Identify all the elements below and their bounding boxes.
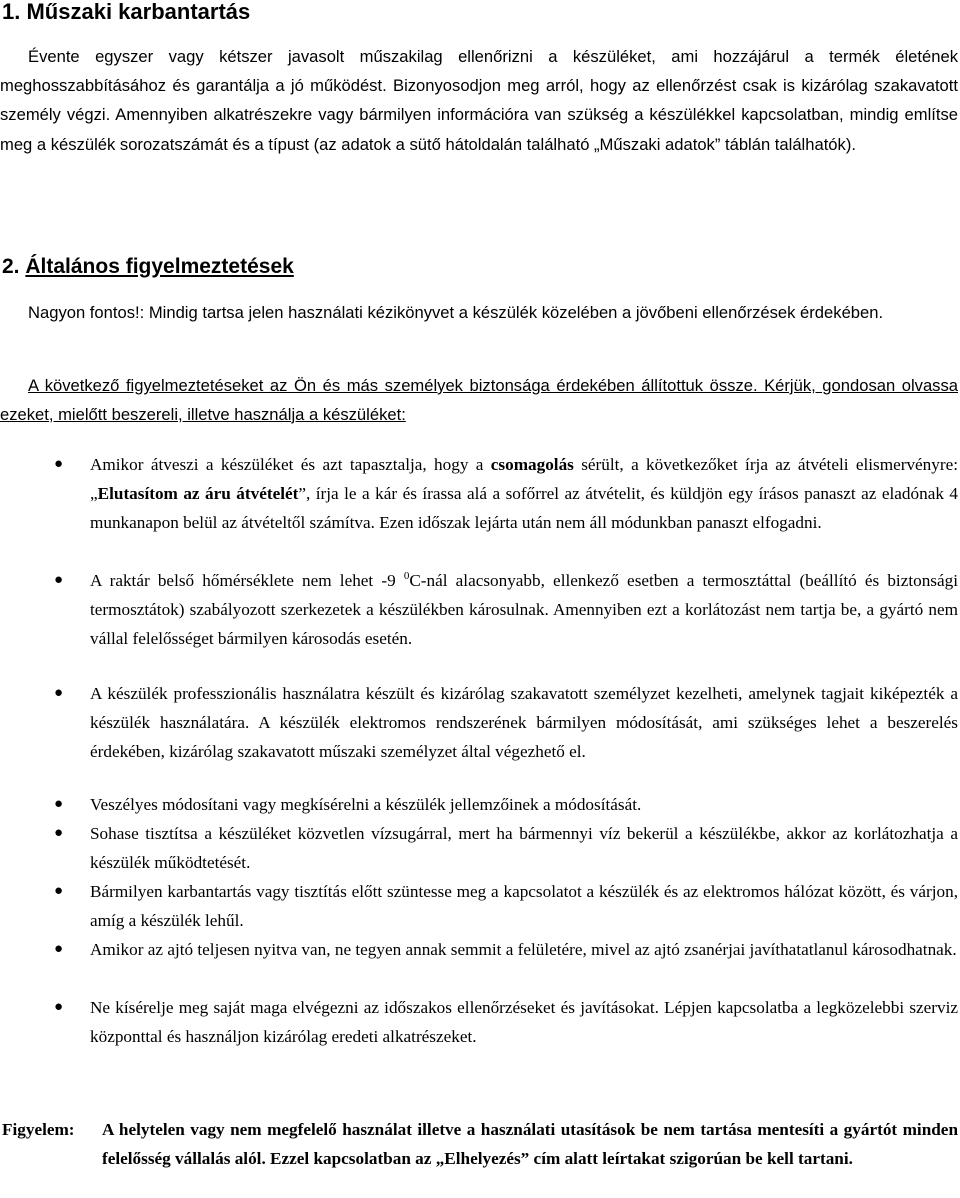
list-item	[54, 819, 958, 877]
degree-superscript: 0	[403, 570, 410, 582]
list-item-text: ”, írja le a kár és írassa alá a sofőrrel az átvételit, és küldjön egy írásos panaszt az eladónak 4 munkanapon belül az átvételtől számítva. Ezen időszak lejárta után nem áll módunkban panaszt elfogadni.	[90, 484, 958, 532]
warning-text: A helytelen vagy nem megfelelő használat illetve a használati utasítások be nem tartása mentesíti a gyártót minden felelősség vállalás alól. Ezzel kapcsolatban az „Elhelyezés” cím alatt leírtakat szigorúan be kell tartani.	[102, 1120, 958, 1168]
section-2-heading	[2, 253, 294, 281]
section-2-title: Általános figyelmeztetések	[25, 255, 294, 278]
section-1-number: 1.	[2, 0, 21, 24]
section-2-number: 2.	[2, 255, 20, 278]
list-item-text: Amikor átveszi a készüléket és azt tapasztalja, hogy a	[90, 455, 491, 474]
warning-label: Figyelem:	[2, 1120, 75, 1139]
list-item	[54, 790, 958, 819]
list-item-text: A raktár belső hőmérséklete nem lehet -9	[90, 571, 404, 590]
bullet-icon: ●	[54, 999, 64, 1015]
bullet-icon: ●	[54, 941, 64, 957]
list-item	[54, 993, 958, 1051]
warnings-intro-text: A következő figyelmeztetéseket az Ön és más személyek biztonsága érdekében állítottuk össze. Kérjük, gondosan olvassa ezeket, mielőtt beszereli, illetve használja a készüléket:	[0, 376, 958, 424]
list-item-bold: Elutasítom az áru átvételét	[97, 484, 299, 503]
maintenance-text: Évente egyszer vagy kétszer javasolt műszakilag ellenőrizni a készüléket, ami hozzájárul a termék életének meghosszabbításához és garantálja a jó működést. Bizonyosodjon meg arról, hogy az ellenőrzést csak is kizárólag szakavatott személy végzi. Amennyiben alkatrészekre vagy bármilyen információra van szükség a készülékkel kapcsolatban, mindig említse meg a készülék sorozatszámát és a típust (az adatok a sütő hátoldalán található „Műszaki adatok” táblán találhatók).	[0, 47, 958, 154]
list-item	[54, 450, 958, 537]
list-item-text: C-nál alacsonyabb, ellenkező esetben a termosztáttal (beállító és biztonsági termosztátok) szabályozott szerkezetek a készülékben károsulnak. Amennyiben ezt a korlátozást nem tartja be, a gyártó nem vállal felelősséget bármilyen károsodás esetén.	[90, 571, 958, 648]
list-item-text: Veszélyes módosítani vagy megkísérelni a készülék jellemzőinek a módosítását.	[90, 795, 642, 814]
bullet-icon: ●	[54, 456, 64, 472]
bullet-icon: ●	[54, 796, 64, 812]
important-note	[0, 299, 958, 328]
list-item	[54, 566, 958, 653]
bullet-icon: ●	[54, 685, 64, 701]
important-note-text: Nagyon fontos!: Mindig tartsa jelen használati kézikönyvet a készülék közelében a jövőbeni ellenőrzések érdekében.	[28, 303, 884, 322]
list-item-text: Ne kísérelje meg saját maga elvégezni az időszakos ellenőrzéseket és javításokat. Lépjen kapcsolatba a legközelebbi szerviz központtal és használjon kizárólag eredeti alkatrészeket.	[90, 998, 958, 1046]
warnings-intro	[0, 372, 958, 429]
list-item-text: Sohase tisztítsa a készüléket közvetlen vízsugárral, mert ha bármennyi víz bekerül a készülékbe, akkor az korlátozhatja a készülék működtetését.	[90, 824, 958, 872]
maintenance-paragraph	[0, 42, 958, 159]
list-item-text: A készülék professzionális használatra készült és kizárólag szakavatott személyzet kezelheti, amelynek tagjait kiképezték a készülék használatára. A készülék elektromos rendszerének bármilyen módosítását, ami szükséges lehet a beszerelés érdekében, kizárólag szakavatott műszaki személyzet által végezhető el.	[90, 684, 958, 761]
section-1-title: Műszaki karbantartás	[26, 0, 251, 24]
list-item	[54, 679, 958, 766]
list-item-text: Amikor az ajtó teljesen nyitva van, ne tegyen annak semmit a felületére, mivel az ajtó zsanérjai javíthatatlanul károsodhatnak.	[90, 940, 957, 959]
list-item	[54, 877, 958, 935]
list-item-bold: csomagolás	[490, 455, 574, 474]
section-1-heading	[2, 0, 250, 26]
bullet-icon: ●	[54, 883, 64, 899]
bullet-icon: ●	[54, 572, 64, 588]
bullet-icon: ●	[54, 825, 64, 841]
list-item	[54, 935, 958, 964]
list-item-text: sérült, a következőket írja az átvételi elismervényre: „	[90, 455, 958, 503]
list-item-text: Bármilyen karbantartás vagy tisztítás előtt szüntesse meg a kapcsolatot a készülék és az elektromos hálózat között, és várjon, amíg a készülék lehűl.	[90, 882, 958, 930]
